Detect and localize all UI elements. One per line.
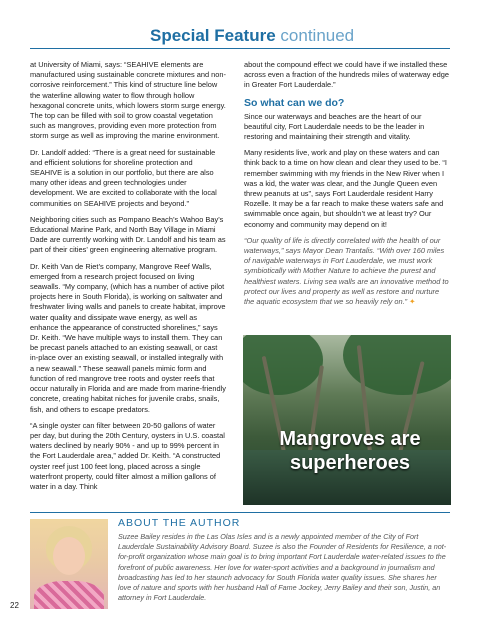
section-heading: So what can we do?: [244, 96, 345, 109]
paragraph: Dr. Keith Van de Riet’s company, Mangrove Reef Walls, emerged from a research project focused on living seawalls. “My company, (which has a number of active pilot projects here in South Florida), is working on saltwater and freshwater living walls and panels to create habitat, improve water quality and dissipate wave energy, as well as enhance the appearance of constructed shorelines,” says Dr. Keith. “We have multiple ways to install them. They can be precast panels attached to an existing seawall, or cast in-place over an existing seawall, or installed integrally with a new seawall.” These seawall panels mimic form and function of red mangrove tree roots and oyster reefs that occur naturally in Florida and are made from marine-friendly concrete, creating habitat niches for juvenile crabs, snails, fish, and others to escape predators.: [30, 261, 226, 414]
paragraph: Many residents live, work and play on these waters and can think back to a time on how clean and clear they used to be. “I remember swimming with my friends in the New River when I was a kid, the water was clear, and the Jungle Queen even threw peanuts at us”, says Fort Lauderdale resident Harry Rozelle. It may be a far reach to make these waters safe and swimmable once again, but shouldn’t we at least try? Our economy and community may depend on it!: [244, 148, 447, 229]
mayor-quote: [244, 236, 450, 307]
portrait-face: [53, 537, 85, 575]
page-number: 22: [10, 601, 19, 610]
paragraph: “A single oyster can filter between 20-50 gallons of water per day, but during the 20th Century, oysters in U.S. coastal waters declined by nearly 90% - and up to 99% percent in the Fort Lauderdale area,” added Dr. Keith. “A constructed oyster reef just 100 feet long, placed across a single waterfront property, could filter almost a million gallons of water in a day. Think: [30, 420, 225, 491]
left-column: [30, 60, 226, 498]
about-author-heading: ABOUT THE AUTHOR: [118, 517, 241, 529]
portrait-shirt: [34, 581, 104, 609]
mangrove-photo: [243, 335, 451, 505]
title-main: Special Feature: [150, 26, 276, 45]
foliage: [243, 335, 323, 395]
caption-line: superheroes: [289, 452, 411, 474]
quote-text: “Our quality of life is directly correlated with the health of our waterways,” says Mayor Dean Trantalis. “With over 160 miles of navigable waterways in Fort Lauderdale, we must work symbiotically with Mother Nature to achieve the purest and healthiest waters. Living sea walls are an innovative method to protect our lives and property as well as restore and nurture the aquatic ecosystem that we so heavily rely on.”: [244, 235, 449, 307]
right-column: [244, 60, 450, 313]
about-author-text: Suzee Bailey resides in the Las Olas Isles and is a newly appointed member of the City of Fort Lauderdale Sustainability Advisory Board. Suzee is also the Founder of Residents for Resilience, a not-for-profit organization whose main goal is to bring important Fort Lauderdale water-related issues to the forefront of public awareness. Her love for water-sport activities and a background in journalism and broadcasting has led to her staunch advocacy for South Florida water quality issues. She shares her love of nature and sports with her husband Hall of Fame Jockey, Jerry Bailey and their son, Justin, an attorney in Fort Lauderdale.: [118, 532, 447, 603]
caption-line: Mangroves are: [279, 428, 421, 450]
sparkle-icon: ✦: [409, 297, 416, 307]
paragraph: Dr. Landolf added: “There is a great need for sustainable and efficient solutions for shoreline protection and SEAHIVE is a solution in our portfolio, but there are also many other ideas and green technologies under development. We are excited to collaborate with the local communities on SEAHIVE projects and beyond.”: [30, 147, 217, 208]
page-title: [150, 26, 354, 46]
section-header: [0, 26, 480, 52]
title-sub: continued: [280, 26, 355, 45]
paragraph: at University of Miami, says: “SEAHIVE elements are manufactured using sustainable concrete mixtures and non-corrosive reinforcement.” This kind of structure line below the waterline allowing water to flow through hollow hexagonal concrete units, which lowers storm surge energy. The top can be filled with soil to grow coastal vegetation such as mangroves, providing even more protection from storm surge as well as improving the marine environment.: [30, 60, 226, 141]
paragraph: Neighboring cities such as Pompano Beach’s Wahoo Bay’s Educational Marine Park, and North Bay Village in Miami Dade are currently working with Dr. Landolf and his team as part of their cities’ green engineering alternative program.: [30, 214, 226, 255]
photo-caption: [265, 427, 435, 475]
header-divider: [30, 48, 450, 49]
paragraph: about the compound effect we could have if we installed these across even a fraction of the hundreds miles of waterway edge in Greater Fort Lauderdale.”: [244, 60, 449, 90]
paragraph: Since our waterways and beaches are the heart of our beautiful city, Fort Lauderdale needs to be the leader in restoring and maintaining their strength and vitality.: [244, 111, 425, 142]
author-portrait: [30, 519, 108, 609]
about-divider: [30, 512, 450, 513]
